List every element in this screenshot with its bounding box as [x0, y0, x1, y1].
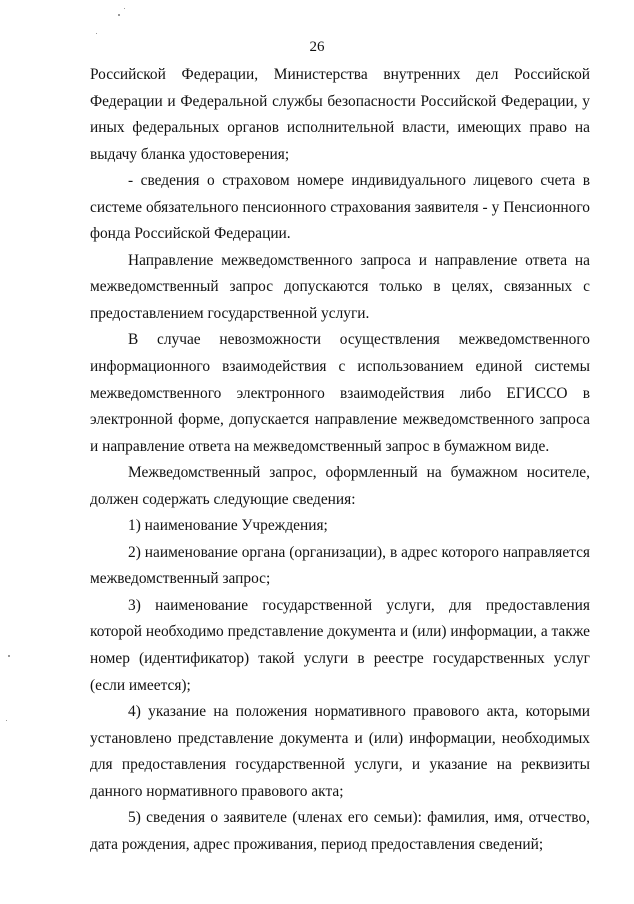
scan-speck [6, 720, 7, 721]
list-item: 4) указание на положения нормативного правового акта, которыми установлено представление документа и (или) информации, необходимых для предоставления государственной услуги, и указание на реквизиты данного нормативного правового акта; [90, 703, 590, 800]
page-number: 26 [309, 39, 325, 55]
paragraph: Направление межведомственного запроса и направление ответа на межведомственный запрос допускаются только в целях, связанных с предоставлением государственной услуги. [90, 251, 590, 322]
paragraph: Межведомственный запрос, оформленный на бумажном носителе, должен содержать следующие сведения: [90, 464, 590, 508]
scan-speck [8, 655, 10, 657]
scan-speck [118, 14, 120, 16]
paragraph: Российской Федерации, Министерства внутренних дел Российской Федерации и Федеральной службы безопасности Российской Федерации, у иных федеральных органов исполнительной власти, имеющих право на выдачу бланка удостоверения; [90, 66, 590, 163]
scan-speck [96, 33, 97, 34]
paragraph: - сведения о страховом номере индивидуального лицевого счета в системе обязательного пенсионного страхования заявителя - у Пенсионного фонда Российской Федерации. [90, 172, 590, 243]
list-item: 3) наименование государственной услуги, для предоставления которой необходимо представление документа и (или) информации, а также номер (идентификатор) такой услуги в реестре государственных услуг (если имеется); [90, 596, 590, 694]
paragraph: В случае невозможности осуществления межведомственного информационного взаимодействия с использованием единой системы межведомственного электронного взаимодействия либо ЕГИССО в электронной форме, допускается направление межведомственного запроса и направление ответа на межведомственный запрос в бумажном виде. [90, 331, 590, 455]
list-item: 2) наименование органа (организации), в адрес которого направляется межведомственный запрос; [90, 543, 590, 588]
list-item: 1) наименование Учреждения; [128, 517, 328, 535]
list-item: 5) сведения о заявителе (членах его семьи): фамилия, имя, отчество, дата рождения, адрес проживания, период предоставления сведений; [90, 809, 590, 853]
document-body [90, 62, 590, 858]
scan-speck [124, 8, 125, 9]
